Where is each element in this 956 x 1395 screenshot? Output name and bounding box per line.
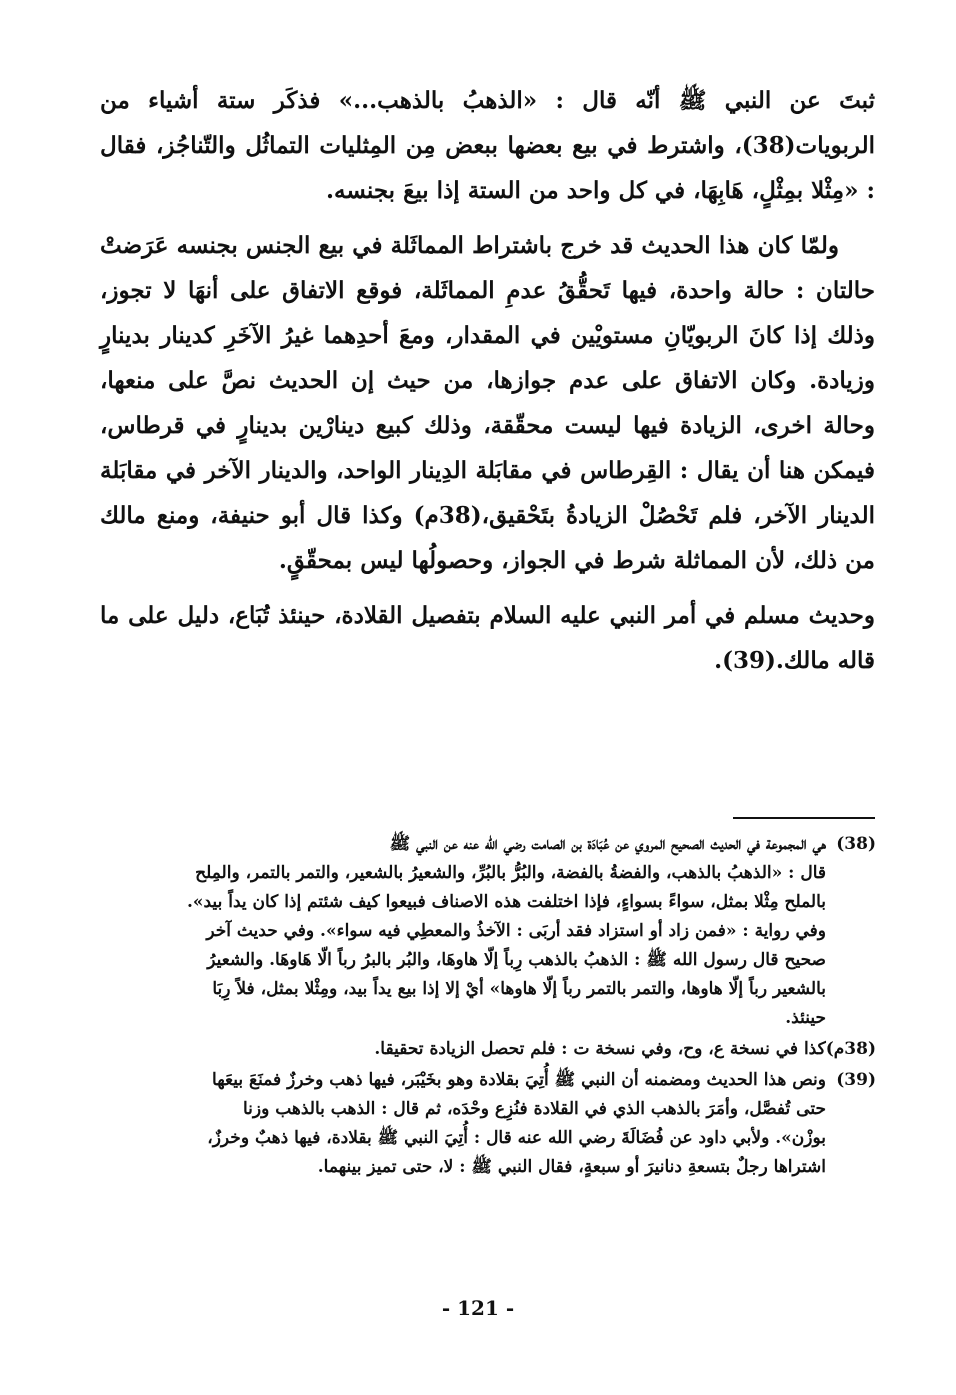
paragraph-3: وحديث مسلم في أمر النبي عليه السلام بتفصيل القلادة، حينئذ تُبَاع، دليل على ما قاله مالك.(39).	[100, 602, 875, 674]
footnote-line: بالملح مِثْلا بمثل، سواءً بسواءٍ، فإذا اختلفت هذه الاصناف فبيعوا كيف شئتم إذا كان يداً بيد».	[186, 892, 826, 912]
footnote-text	[100, 830, 826, 1033]
footnotes-section	[100, 830, 876, 1184]
footnote-line: حتى تُفصَّل، وأمَرَ بالذهب الذي في القلادة فنُزِع وحْدَه، ثم قال : الذهب بالذهب وزنا	[242, 1099, 826, 1119]
footnote-line: بالشعير رباً إلّا هاوها، والتمر بالتمر رباً إلّا هاوها» أيْ إلا إذا بيع يداً بيد، ومِثْلا بمثل، فلاً رِبَا	[212, 979, 826, 999]
footnote-line: قال : «الذهبُ بالذهب، والفضةُ بالفضة، والبُرُّ بالبُرِّ، والشعيرُ بالشعير، والتمر بالتمر، والمِلح	[195, 863, 826, 883]
page-number: - 121 -	[441, 1296, 515, 1320]
paragraph-1: ثبتَ عن النبي ﷺ أنّه قال : «الذهبُ بالذهب...» فذكَر ستة أشياء من الربويات(38)، واشترط في بيع بعضها ببعض مِن المِثليات التماثُل والتّناجُز، فقال : «مِثْلا بمِثْلٍ، هَابِهَا، في كل واحد من الستة إذا بيعَ بجنسه.	[100, 87, 875, 204]
footnote-line: وفي رواية : «فمن زاد أو استزاد فقد أربَى : الآخذُ والمعطِي فيه سواء». وفي حديث آخر	[206, 921, 826, 941]
main-text-body	[100, 78, 875, 693]
footnote-text	[100, 1066, 826, 1182]
footnote-38m	[100, 1035, 876, 1064]
footnote-line: حينئذ.	[785, 1008, 826, 1028]
footnote-text	[100, 1035, 826, 1064]
footnote-line: صحيح قال رسول الله ﷺ : الذهبُ بالذهب رِباً إلّا هاوهَا، والبُر بالبرُ رباً الّا هَاوهَا. والشعيرُ	[207, 950, 826, 970]
footnote-separator	[733, 817, 875, 819]
paragraph-2: ولمّا كان هذا الحديث قد خرج باشتراط المماثَلة في بيع الجنس بجنسه عَرَضتْ حالتان : حالة واحدة، فيها تَحقُّقُ عدمِ المماثَلة، فوقع الاتفاق على أنهَا لا تجوز، وذلك إذا كانَ الربويّانِ مستويْين في المقدار، ومعَ أحدِهما غيرُ الآخَرِ كدينار بدينارٍ وزيادة. وكان الاتفاق على عدم جوازها، من حيث إن الحديث نصَّ على منعها، وحالة اخرى، الزيادة فيها ليست محقّقة، وذلك كبيع دينارْين بدينارٍ في قرطاس، فيمكن هنا أن يقال : القِرطاس في مقابَلة الدِينار الواحد، والدينار الآخر في مقابَلة الدينار الآخر، فلم تَحْصُلْ الزيادةُ بتَحْقيق،(38م) وكذا قال أبو حنيفة، ومنع مالك من ذلك، لأن المماثلة شرط في الجواز، وحصولُها ليس بمحقّقٍ.	[100, 232, 876, 574]
footnote-38	[100, 830, 876, 1033]
footnote-number: (38)	[836, 834, 876, 854]
footnote-line: هي المجموعة في الحديث الصحيح المروي عن عُبَادَة بن الصامت رضي الله عنه عن النبي ﷺ	[389, 834, 826, 854]
footnote-number: (38م)	[825, 1039, 876, 1059]
footnote-number: (39)	[836, 1070, 876, 1090]
footnote-line: كذا في نسخة ع، وح، وفي نسخة ت : فلم تحصل الزيادة تحقيقا.	[374, 1039, 826, 1059]
footnote-line: ونص هذا الحديث ومضمنه أن النبي ﷺ أُتِيَ بقلادة وهو بخَيْبَر، فيها ذهب وخرزٌ فمنَعَ بيعَها	[212, 1070, 826, 1090]
footnote-39	[100, 1066, 876, 1182]
footnote-line: بوزْن». ولأبي داود عن فُضَالَةَ رضي الله عنه قال : أُتِيَ النبي ﷺ بقلادة، فيها ذهبٌ وخرزٌ،	[207, 1128, 826, 1148]
footnote-line: اشتراها رجلٌ بتسعةِ دنانيرَ أو سبعةٍ، فقال النبي ﷺ : لا، حتى تميز بينهما.	[317, 1157, 826, 1177]
